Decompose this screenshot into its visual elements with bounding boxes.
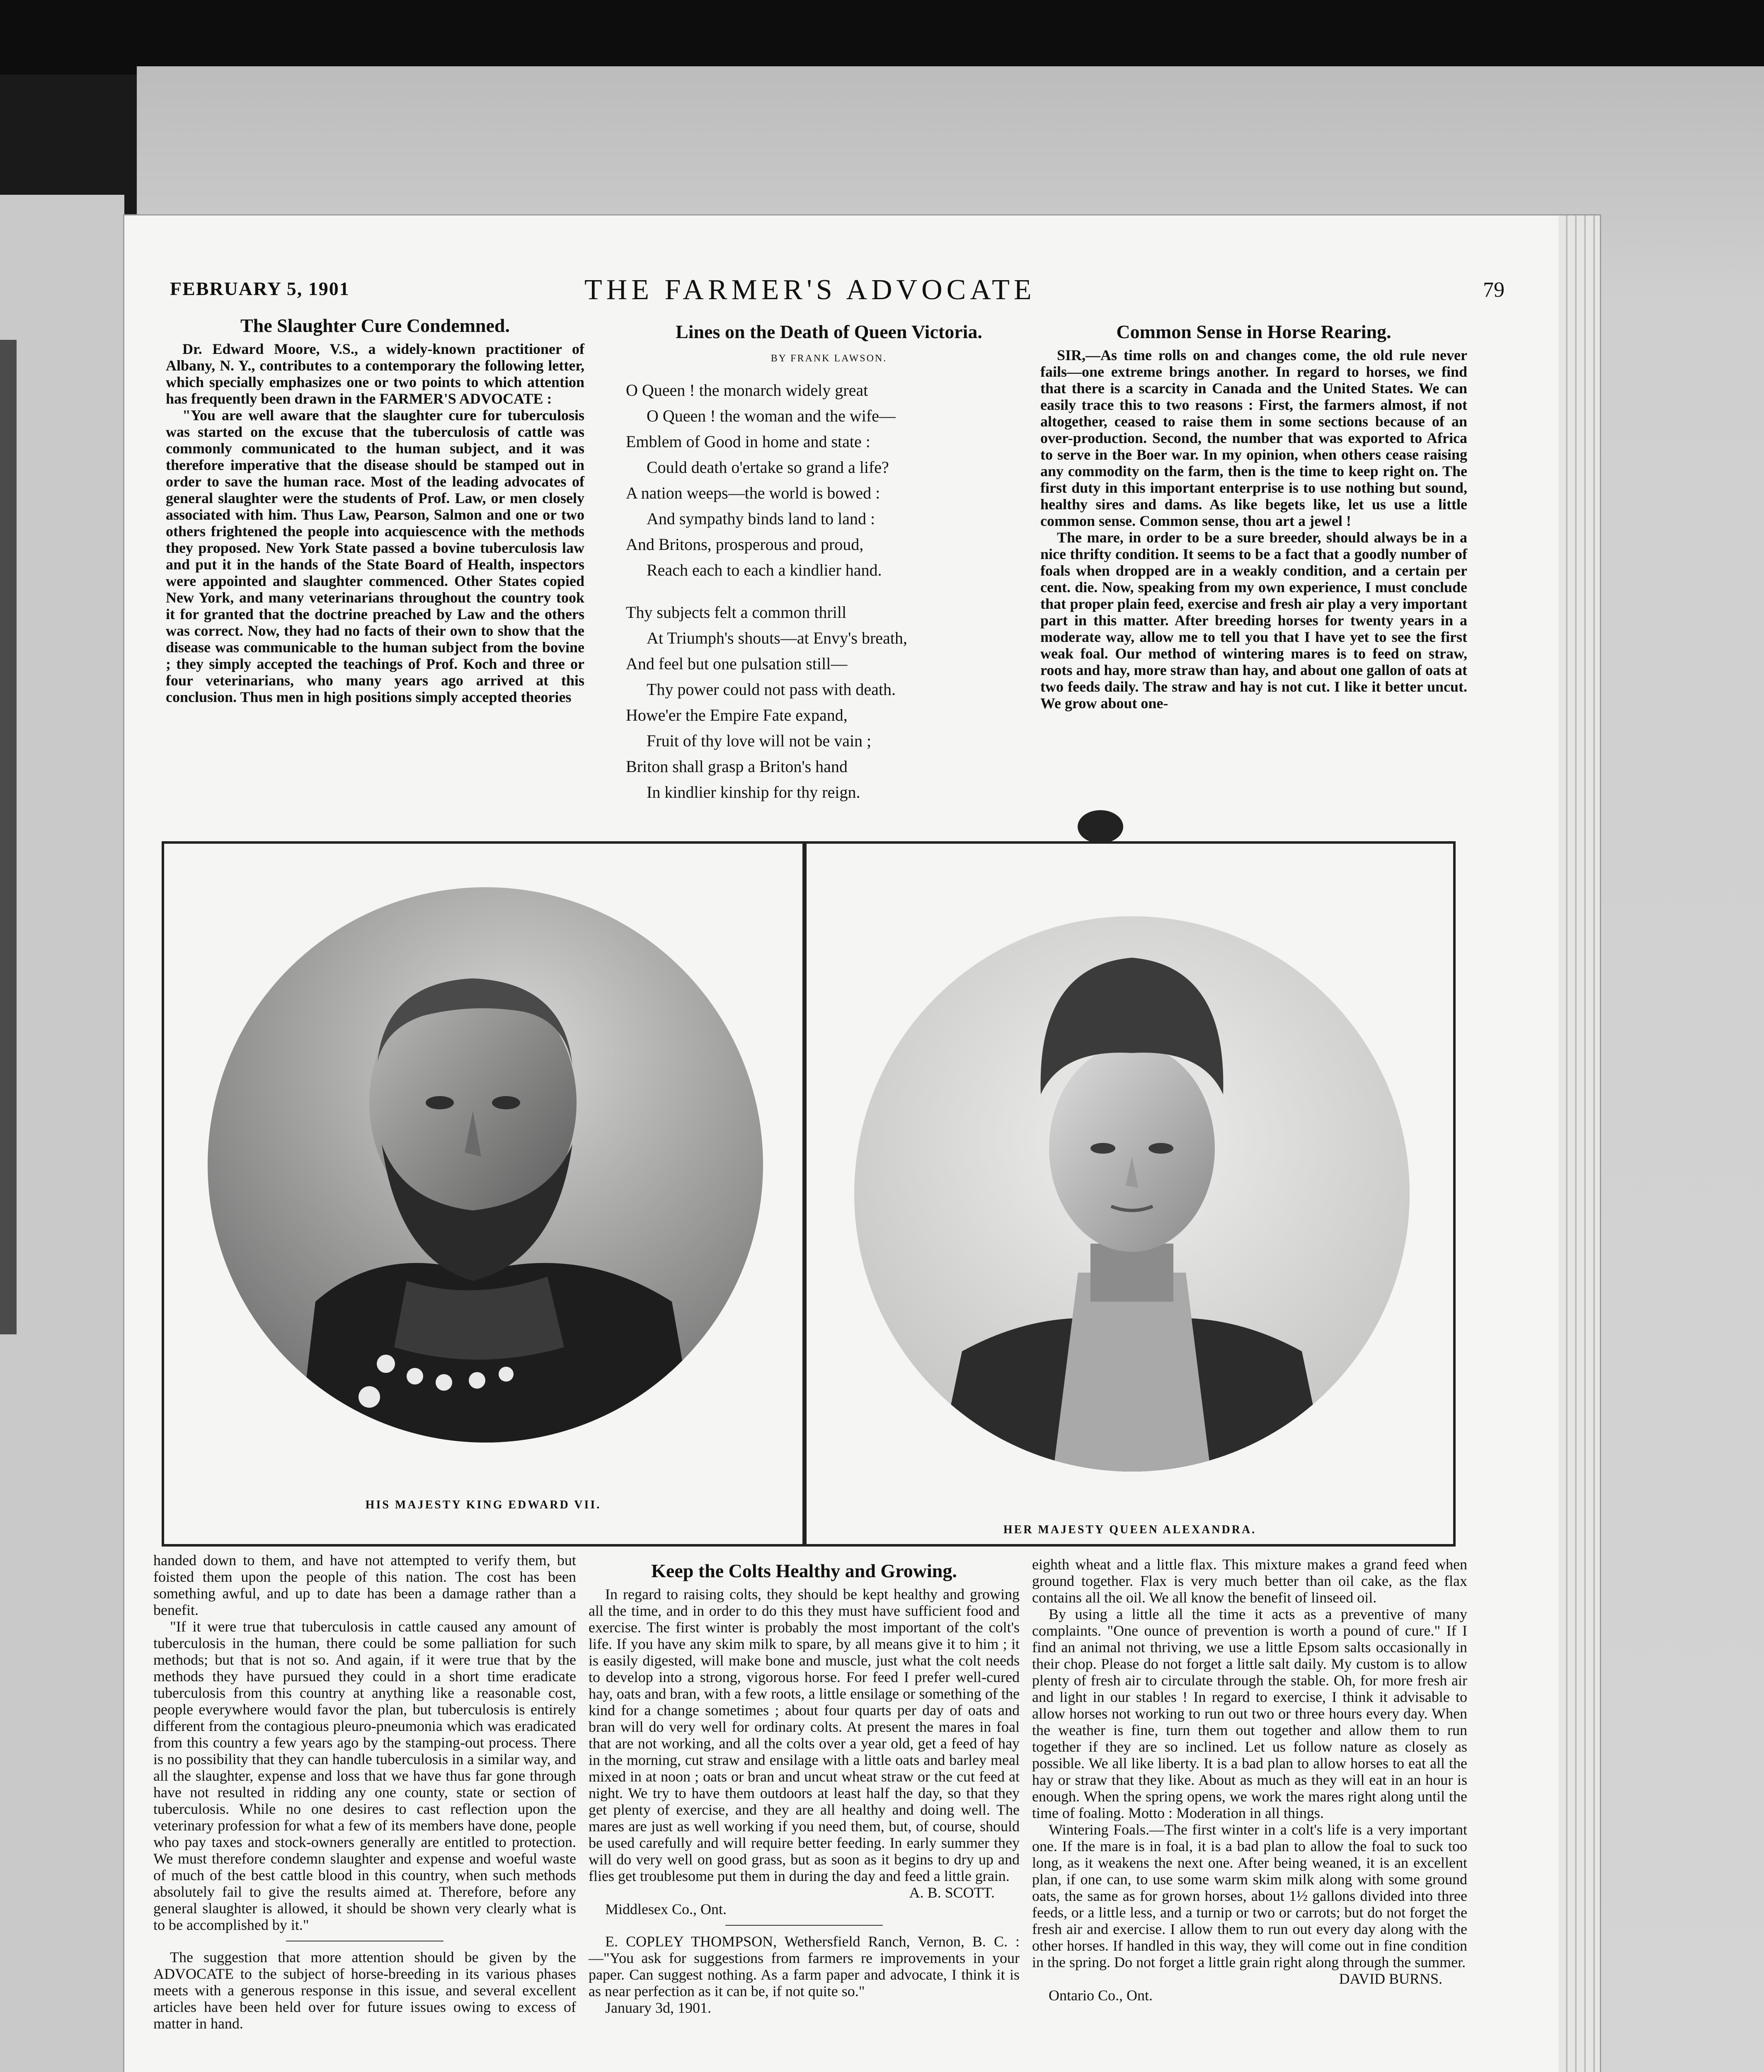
- slaughter-article-para-3: handed down to them, and have not attempted to verify them, but foisted them upon the people of this nation. The cost has been something awful, and up to date has been a damage rather than a benefit.: [153, 1552, 576, 1618]
- queen-portrait-image: [854, 916, 1410, 1472]
- slaughter-article-intro: Dr. Edward Moore, V.S., a widely-known practitioner of Albany, N. Y., contributes to a contemporary the following letter, which specially emphasizes one or two points to which attention has frequently been drawn in the FARMER'S ADVOCATE :: [166, 341, 584, 407]
- poem-line: And feel but one pulsation still—: [626, 654, 848, 673]
- issue-date: FEBRUARY 5, 1901: [170, 278, 350, 299]
- horse-rearing-para-4: By using a little all the time it acts as a preventive of many complaints. "One ounce of prevention is worth a pound of cure." If I find an animal not thriving, we use a little Epsom salts occasionally in their chop. Please do not forget a little salt daily. My custom is to allow plenty of fresh air to circulate through the stable. Oh, for more fresh air and light in our stables ! In regard to exercise, I think it advisable to allow horses not working to run out two or three hours every day. When the weather is fine, turn them out together and allow them to run together if they are so inclined. Let us follow nature as closely as possible. We all like liberty. It is a bad plan to allow horses to eat all the hay or straw that they like. About as much as they will eat in an hour is enough. When the spring opens, we work the mares right along until the time of foaling. Motto : Moderation in all things.: [1032, 1606, 1467, 1821]
- queen-caption: HER MAJESTY QUEEN ALEXANDRA.: [1003, 1523, 1257, 1536]
- poem-line: Thy subjects felt a common thrill: [626, 603, 847, 622]
- poem-byline: BY FRANK LAWSON.: [771, 353, 887, 364]
- king-caption: HIS MAJESTY KING EDWARD VII.: [365, 1498, 601, 1511]
- poem-block: [626, 321, 1032, 822]
- poem-line: And sympathy binds land to land :: [647, 509, 875, 528]
- horse-rearing-para-3: eighth wheat and a little flax. This mixture makes a grand feed when ground together. Flax is very much better than oil cake, as the flax contains all the oil. We all know the benefit of linseed oil.: [1032, 1556, 1467, 1606]
- horse-rearing-location: Ontario Co., Ont.: [1049, 1987, 1153, 2004]
- colts-article: [589, 1560, 1020, 2016]
- colts-article-title: Keep the Colts Healthy and Growing.: [651, 1560, 957, 1581]
- slaughter-article-title: The Slaughter Cure Condemned.: [240, 315, 510, 336]
- poem-line: O Queen ! the woman and the wife—: [647, 407, 896, 425]
- ink-blot: [1078, 810, 1123, 843]
- portrait-panel-king: [162, 841, 805, 1547]
- colts-article-signature: A. B. SCOTT.: [909, 1884, 995, 1901]
- poem-line: Howe'er the Empire Fate expand,: [626, 706, 848, 724]
- poem-line: Emblem of Good in home and state :: [626, 432, 870, 451]
- poem-line: O Queen ! the monarch widely great: [626, 381, 868, 399]
- colts-article-body: In regard to raising colts, they should be kept healthy and growing all the time, and in order to do this they must have sufficient food and exercise. The first winter is probably the most important of the colt's life. If you have any skim milk to spare, by all means give it to him ; it is easily digested, will make bone and muscle, just what the colt needs to develop into a strong, vigorous horse. For feed I prefer well-cured hay, oats and bran, with a few roots, a little ensilage or something of the kind for a change sometimes ; about four quarts per day of oats and bran will do very well for ordinary colts. At present the mares in foal that are not working, and all the colts over a year old, get a feed of hay in the morning, cut straw and ensilage with a little oats and barley meal mixed in at noon ; oats or bran and uncut wheat straw or the cut feed at night. We try to have them outdoors at least half the day, so that they get plenty of exercise, and they are all healthy and doing well. The mares are just as well working if you need them, but, of course, should be used carefully and will require better feeding. In early summer they will do very well on good grass, but as soon as it begins to dry up and flies get troublesome put them in during the day and feed a little grain.: [589, 1586, 1020, 1884]
- poem-body: [626, 378, 1032, 805]
- page-stack-edge: [1558, 215, 1600, 2072]
- slaughter-article-continued: [153, 1552, 576, 2032]
- poem-line: Fruit of thy love will not be vain ;: [647, 731, 872, 750]
- slaughter-article-top: [166, 315, 584, 705]
- colts-article-location: Middlesex Co., Ont.: [605, 1901, 727, 1917]
- editorial-note: The suggestion that more attention should be given by the ADVOCATE to the subject of horse-breeding in its various phases meets with a generous response in this issue, and several excellent articles have been held over for future issues owing to excess of matter in hand.: [153, 1949, 576, 2032]
- portrait-panel-queen: [804, 841, 1456, 1547]
- poem-line: Could death o'ertake so grand a life?: [647, 458, 889, 477]
- horse-rearing-article-top: [1040, 321, 1467, 712]
- horse-rearing-para-5: Wintering Foals.—The first winter in a colt's life is a very important one. If the mare is in foal, it is a bad plan to allow the foal to suck too long, as it weakens the next one. After being weaned, it is an excellent plan, if one can, to use some warm skim milk along with some ground oats, the same as for grown horses, about 1½ gallons divided into three feeds, or a little less, and a turnip or two or carrots; but do not forget the fresh air and exercise. I allow them to run out every day along with the other horses. If handled in this way, they will come out in fine condition in the spring. Do not forget a little grain right along through the summer.: [1032, 1821, 1467, 1970]
- thompson-letter-date: January 3d, 1901.: [605, 1999, 711, 2016]
- horse-rearing-signature: DAVID BURNS.: [1339, 1970, 1442, 1987]
- horse-rearing-article-continued: [1032, 1556, 1467, 2004]
- poem-title: Lines on the Death of Queen Victoria.: [676, 321, 982, 342]
- facing-page-edge: [0, 195, 124, 2072]
- thompson-letter: E. COPLEY THOMPSON, Wethersfield Ranch, Vernon, B. C. :—"You ask for suggestions from farmers re improvements in your paper. Can suggest nothing. As a farm paper and advocate, I think it is as near perfection as it can be, if not quite so.": [589, 1933, 1020, 1999]
- scan-border-top: [0, 0, 1764, 75]
- poem-line: A nation weeps—the world is bowed :: [626, 484, 880, 502]
- queen-alexandra-portrait-icon: [854, 916, 1410, 1472]
- king-portrait-image: [208, 887, 763, 1443]
- poem-line: In kindlier kinship for thy reign.: [647, 783, 860, 801]
- slaughter-article-letter: "You are well aware that the slaughter cure for tuberculosis was started on the excuse that the tuberculosis of cattle was commonly communicated to the human subject, and it was therefore imperative that the disease should be stamped out in order to save the human race. Most of the leading advocates of general slaughter were the students of Prof. Law, or men closely associated with him. Thus Law, Pearson, Salmon and one or two others frightened the people into acquiescence with the methods they proposed. New York State passed a bovine tuberculosis law and put it in the hands of the State Board of Health, inspectors were appointed and slaughter commenced. Other States copied New York, and many veterinarians throughout the country took it for granted that the doctrine preached by Law and the others was correct. Now, they had no facts of their own to show that the disease was communicable to the human subject from the bovine ; they simply accepted the teachings of Prof. Koch and three or four veterinarians, who many years ago arrived at this conclusion. Thus men in high positions simply accepted theories: [166, 407, 584, 705]
- horse-rearing-title: Common Sense in Horse Rearing.: [1116, 321, 1391, 342]
- poem-line: Thy power could not pass with death.: [647, 680, 896, 699]
- slaughter-article-para-4: "If it were true that tuberculosis in cattle caused any amount of tuberculosis in the human, there could be some palliation for such methods; but that is not so. And again, if it were true that by the methods they have pursued they could in a short time eradicate tuberculosis from this country at anything like a reasonable cost, people everywhere would favor the plan, but tuberculosis is entirely different from the contagious pleuro-pneumonia which was eradicated from this country a few years ago by the stamping-out process. There is no possibility that they can handle tuberculosis in a similar way, and all the slaughter, expense and loss that we have thus far gone through have not resulted in ridding any one county, state or section of tuberculosis. While no one desires to cast reflection upon the veterinary profession for what a few of its members have done, people who pay taxes and stock-owners generally are entitled to protection. We must therefore condemn slaughter and expense and woeful waste of much of the best cattle blood in this country, when such methods absolutely fail to give the results aimed at. Therefore, before any general slaughter is allowed, it should be shown very clearly what is to be accomplished by it.": [153, 1618, 576, 1933]
- poem-line: At Triumph's shouts—at Envy's breath,: [647, 629, 907, 647]
- masthead: THE FARMER'S ADVOCATE: [584, 274, 1036, 306]
- king-edward-portrait-icon: [208, 887, 763, 1443]
- poem-stanza-1: [626, 378, 1032, 583]
- poem-line: Briton shall grasp a Briton's hand: [626, 757, 848, 776]
- horse-rearing-para-1: SIR,—As time rolls on and changes come, the old rule never fails—one extreme brings another. In regard to horses, we find that there is a scarcity in Canada and the United States. We can easily trace this to two reasons : First, the farmers almost, if not altogether, ceased to raise them in some sections because of an over-production. Second, the number that was exported to Africa to serve in the Boer war. In my opinion, when others cease raising any commodity on the farm, then is the time to keep right on. The first duty in this important enterprise is to use nothing but sound, healthy sires and dams. As like begets like, let us use a little common sense. Common sense, thou art a jewel !: [1040, 347, 1467, 529]
- page-number: 79: [1483, 278, 1505, 302]
- divider: [725, 1925, 883, 1926]
- poem-stanza-2: [626, 600, 1032, 805]
- poem-line: Reach each to each a kindlier hand.: [647, 561, 882, 579]
- facing-page-shadow: [0, 340, 17, 1334]
- horse-rearing-para-2: The mare, in order to be a sure breeder, should always be in a nice thrifty condition. It seems to be a fact that a goodly number of foals when dropped are in a weakly condition, and a certain per cent. die. Now, speaking from my own experience, I must conclude that proper plain feed, exercise and fresh air play a very important part in this matter. After breeding horses for twenty years in a moderate way, allow me to tell you that I have yet to see the first weak foal. Our method of wintering mares is to feed on straw, roots and hay, more straw than hay, and about one gallon of oats at two feeds daily. The straw and hay is not cut. I like it better uncut. We grow about one-: [1040, 529, 1467, 712]
- page-header: [170, 274, 1505, 315]
- poem-line: And Britons, prosperous and proud,: [626, 535, 864, 554]
